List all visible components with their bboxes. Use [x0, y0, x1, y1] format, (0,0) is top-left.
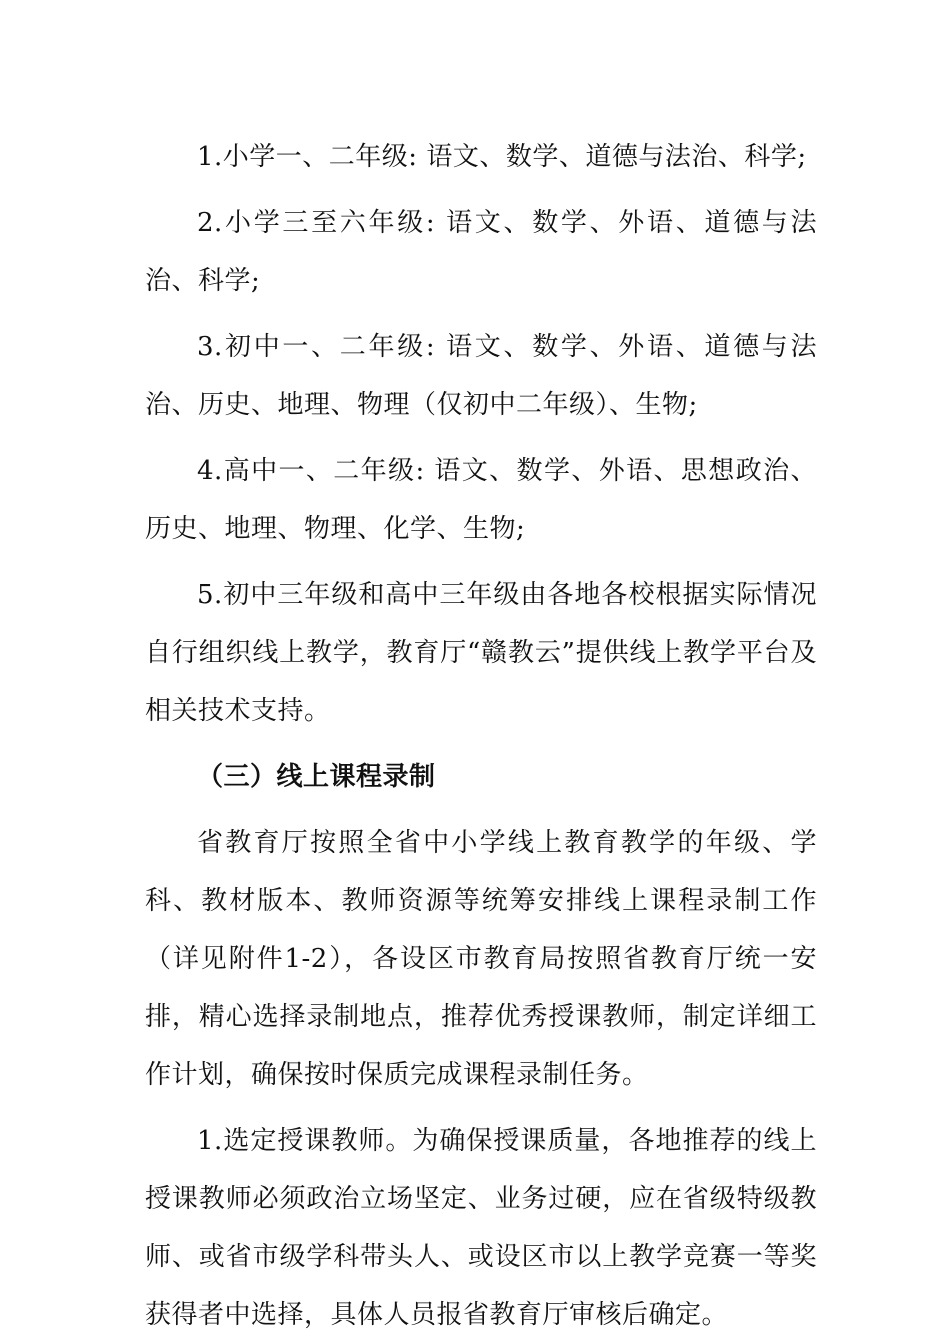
- teacher-selection-paragraph: 1.选定授课教师。为确保授课质量，各地推荐的线上授课教师必须政治立场坚定、业务过硬，应在省级特级教师、或省市级学科带头人、或设区市以上教学竞赛一等奖获得者中选择，具体人员报省教育厅审核后确定。: [145, 1126, 817, 1330]
- grade-3-note: 5.初中三年级和高中三年级由各地各校根据实际情况自行组织线上教学，教育厅“赣教云”提供线上教学平台及相关技术支持。: [145, 580, 817, 726]
- subject-list-senior-1-2: 4.高中一、二年级: 语文、数学、外语、思想政治、历史、地理、物理、化学、生物;: [145, 456, 817, 544]
- subject-list-junior-1-2: 3.初中一、二年级: 语文、数学、外语、道德与法治、历史、地理、物理（仅初中二年级）、生物;: [145, 332, 817, 420]
- subject-list-primary-3-6: 2.小学三至六年级: 语文、数学、外语、道德与法治、科学;: [145, 208, 817, 296]
- section-heading-course-recording: （三）线上课程录制: [197, 762, 436, 792]
- subject-list-primary-1-2: 1.小学一、二年级: 语文、数学、道德与法治、科学;: [197, 142, 807, 172]
- course-recording-paragraph: 省教育厅按照全省中小学线上教育教学的年级、学科、教材版本、教师资源等统筹安排线上课程录制工作（详见附件1-2），各设区市教育局按照省教育厅统一安排，精心选择录制地点，推荐优秀授课教师，制定详细工作计划，确保按时保质完成课程录制任务。: [145, 828, 817, 1090]
- document-page: [145, 128, 817, 1344]
